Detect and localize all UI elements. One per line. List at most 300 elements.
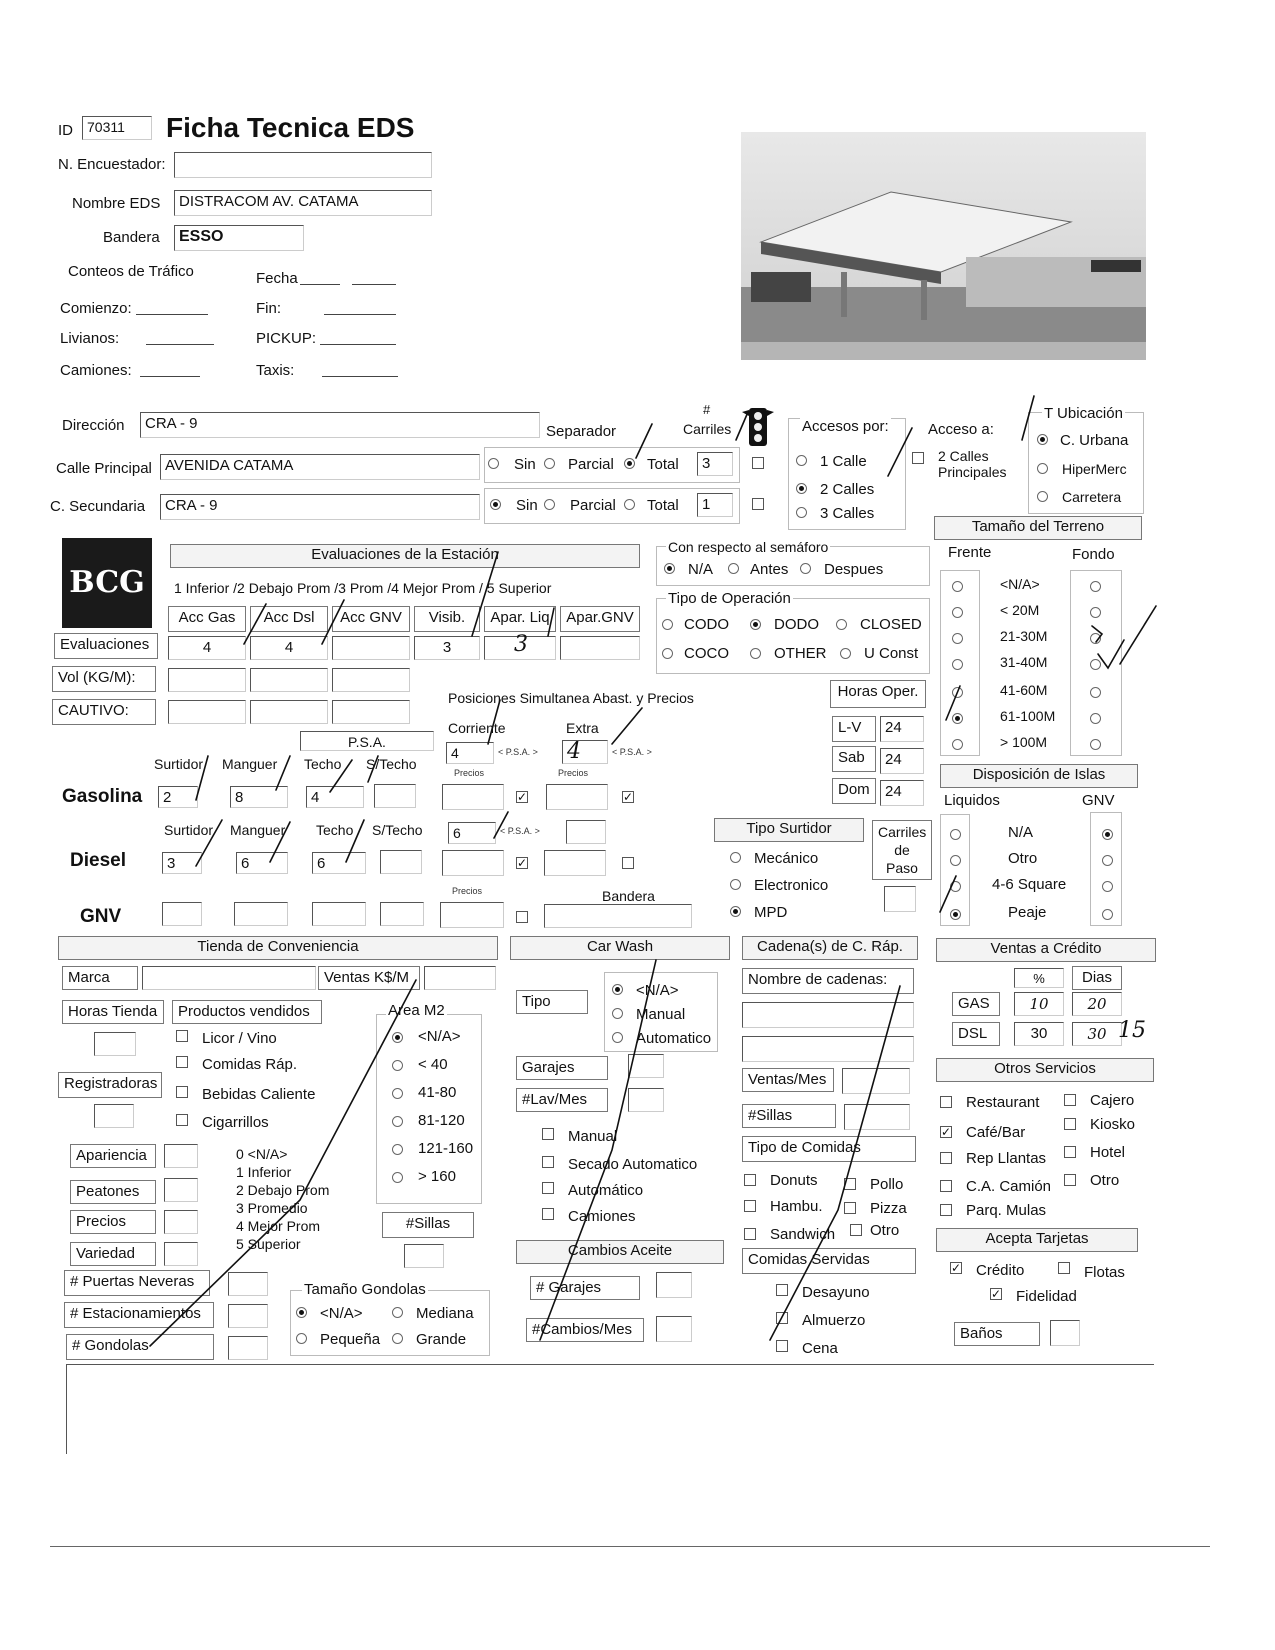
gnv-checkbox[interactable] xyxy=(516,911,528,923)
islas-gnv-radio-3[interactable] xyxy=(1102,909,1113,920)
col-apar-liq: Apar. Liq xyxy=(484,606,556,632)
tienda-sillas-label: #Sillas xyxy=(382,1212,474,1238)
vol-2[interactable] xyxy=(250,668,328,692)
cw-camiones-label: Camiones xyxy=(568,1208,636,1225)
gas-stecho-field[interactable] xyxy=(374,784,416,808)
taxis-field[interactable] xyxy=(322,376,398,377)
secundaria-light-checkbox[interactable] xyxy=(752,498,764,510)
operacion-codo-label: CODO xyxy=(684,616,729,633)
row-evaluaciones: Evaluaciones xyxy=(54,633,158,659)
area-radio-0[interactable] xyxy=(392,1032,403,1043)
comida-checkbox-4[interactable] xyxy=(744,1228,756,1240)
area-opt-1: < 40 xyxy=(418,1056,448,1073)
operacion-other-radio[interactable] xyxy=(750,648,761,659)
fondo-radio-4[interactable] xyxy=(1090,687,1101,698)
comida-checkbox-0[interactable] xyxy=(744,1174,756,1186)
psa-small-3: < P.S.A. > xyxy=(500,826,540,836)
bcg-logo: BCG xyxy=(62,538,152,628)
islas-opt-2: 4-6 Square xyxy=(992,876,1067,893)
horas-tienda-field[interactable] xyxy=(94,1032,136,1056)
fin-label: Fin: xyxy=(256,300,282,317)
precios-field[interactable] xyxy=(164,1210,198,1234)
cena-label: Cena xyxy=(802,1340,838,1357)
col-visib: Visib. xyxy=(414,606,480,632)
prod-cigarrillos-label: Cigarrillos xyxy=(202,1114,269,1131)
marca-field[interactable] xyxy=(142,966,316,990)
operacion-uconst-radio[interactable] xyxy=(840,648,851,659)
camiones-label: Camiones: xyxy=(60,362,132,379)
carriles-secundaria-field[interactable]: 1 xyxy=(697,493,733,517)
servicio-right-checkbox-0[interactable] xyxy=(1064,1094,1076,1106)
operacion-coco-radio[interactable] xyxy=(662,648,673,659)
total-label: Total xyxy=(647,456,679,473)
semaforo-na-label: N/A xyxy=(688,561,714,578)
notes-field[interactable] xyxy=(66,1364,1154,1454)
vol-3[interactable] xyxy=(332,668,410,692)
gas-extra-checkbox[interactable]: ✓ xyxy=(623,790,634,804)
terreno-opt-6: > 100M xyxy=(1000,734,1048,750)
tarjeta-credito-label: Crédito xyxy=(976,1262,1025,1279)
peatones-label: Peatones xyxy=(70,1180,156,1204)
separador-secundaria-sin-radio[interactable] xyxy=(490,499,501,510)
surtidor-electronico-radio[interactable] xyxy=(730,879,741,890)
peatones-field[interactable] xyxy=(164,1178,198,1202)
dsl-checkbox-2[interactable] xyxy=(622,857,634,869)
tienda-scale-1: 1 Inferior xyxy=(236,1164,292,1180)
dsl-precio-1[interactable] xyxy=(442,850,504,876)
gas-techo-field[interactable]: 4 xyxy=(306,786,364,808)
servicio-right-checkbox-3[interactable] xyxy=(1064,1174,1076,1186)
precios-small-1: Precios xyxy=(454,768,485,778)
frente-radio-4[interactable] xyxy=(952,687,963,698)
fondo-radio-0[interactable] xyxy=(1090,581,1101,592)
acceso-2calles-label: 2 Calles Principales xyxy=(938,448,1007,480)
cw-camiones-checkbox[interactable] xyxy=(542,1208,554,1220)
dsl-surtidor-field[interactable]: 3 xyxy=(162,852,202,874)
extra-psa-field[interactable]: 4 xyxy=(562,740,608,764)
desayuno-label: Desayuno xyxy=(802,1284,870,1301)
tarjeta-credito-checkbox[interactable]: ✓ xyxy=(951,1261,962,1275)
eval-acc-gnv[interactable] xyxy=(332,636,410,660)
semaforo-despues-radio[interactable] xyxy=(800,563,811,574)
islas-liq-radio-0[interactable] xyxy=(950,829,961,840)
terreno-header: Tamaño del Terreno xyxy=(934,516,1142,540)
surtidor-mpd-label: MPD xyxy=(754,904,788,921)
area-radio-1[interactable] xyxy=(392,1060,403,1071)
eval-acc-gas[interactable]: 4 xyxy=(168,636,246,660)
carriles-paso-field[interactable] xyxy=(884,886,916,912)
cambios-mes-field[interactable] xyxy=(656,1316,692,1342)
dsl-stecho-field[interactable] xyxy=(380,850,422,874)
servicio-left-checkbox-3[interactable] xyxy=(940,1180,952,1192)
fondo-radio-1[interactable] xyxy=(1090,607,1101,618)
accesos-1-radio[interactable] xyxy=(796,455,807,466)
horas-lv-field[interactable]: 24 xyxy=(880,716,924,742)
corriente-psa-field[interactable]: 4 xyxy=(446,742,494,764)
operacion-closed-radio[interactable] xyxy=(836,619,847,630)
operacion-dodo-label: DODO xyxy=(774,616,819,633)
area-radio-3[interactable] xyxy=(392,1116,403,1127)
ubicacion-urbana-radio[interactable] xyxy=(1037,434,1048,445)
tienda-scale-4: 4 Mejor Prom xyxy=(236,1218,321,1234)
fin-field[interactable] xyxy=(324,314,396,315)
corriente-label: Corriente xyxy=(448,720,506,736)
gnv-techo-field[interactable] xyxy=(312,902,366,926)
dsl-manguer-field[interactable]: 6 xyxy=(236,852,288,874)
fondo-radio-6[interactable] xyxy=(1090,739,1101,750)
row-vol: Vol (KG/M): xyxy=(52,666,156,692)
prod-licor-checkbox[interactable] xyxy=(176,1030,188,1042)
semaforo-na-radio[interactable] xyxy=(664,563,675,574)
bandera-label: Bandera xyxy=(103,229,160,246)
surtidor-mecanico-radio[interactable] xyxy=(730,852,741,863)
tienda-sillas-field[interactable] xyxy=(404,1244,444,1268)
servicio-left-checkbox-2[interactable] xyxy=(940,1152,952,1164)
operacion-uconst-label: U Const xyxy=(864,645,919,662)
col-apar-gnv: Apar.GNV xyxy=(560,606,640,632)
comida-label-1: Pollo xyxy=(870,1176,904,1193)
precios-label: Precios xyxy=(70,1210,156,1234)
comienzo-field[interactable] xyxy=(136,314,208,315)
islas-liq-radio-2[interactable] xyxy=(950,881,961,892)
cw-automatico-checkbox[interactable] xyxy=(542,1182,554,1194)
puertas-label: # Puertas Neveras xyxy=(64,1270,210,1296)
dsl-stecho-header: S/Techo xyxy=(372,822,423,838)
registradoras-label: Registradoras xyxy=(58,1072,162,1098)
prod-cigarrillos-checkbox[interactable] xyxy=(176,1114,188,1126)
credito-gas-pct[interactable]: 10 xyxy=(1014,992,1064,1016)
cw-manual-checkbox[interactable] xyxy=(542,1128,554,1140)
bandera-field[interactable]: ESSO xyxy=(174,225,304,251)
precios-small-3: Precios xyxy=(452,886,483,896)
carwash-automatico-label: Automatico xyxy=(636,1030,712,1047)
gondola-na-label: <N/A> xyxy=(320,1305,363,1322)
eval-visib[interactable]: 3 xyxy=(414,636,480,660)
dsl-manguer-header: Manguer xyxy=(230,822,286,838)
banos-label: Baños xyxy=(954,1322,1040,1346)
area-title: Area M2 xyxy=(388,1002,445,1019)
gasolina-label: Gasolina xyxy=(62,786,143,807)
id-label: ID xyxy=(58,122,73,139)
islas-liquidos: Liquidos xyxy=(944,792,1000,809)
comida-checkbox-1[interactable] xyxy=(844,1178,856,1190)
gondolas-label: # Gondolas xyxy=(66,1334,214,1360)
almuerzo-checkbox[interactable] xyxy=(776,1312,788,1324)
dsl-techo-field[interactable]: 6 xyxy=(312,852,366,874)
eval-apar-liq-handwritten: 3 xyxy=(514,632,528,657)
livianos-field[interactable] xyxy=(146,344,214,345)
servicio-right-checkbox-1[interactable] xyxy=(1064,1118,1076,1130)
semaforo-title: Con respecto al semáforo xyxy=(668,539,829,555)
evaluaciones-header: Evaluaciones de la Estación xyxy=(170,544,640,568)
semaforo-antes-radio[interactable] xyxy=(728,563,739,574)
comida-label-3: Pizza xyxy=(870,1200,907,1217)
servicio-right-label-0: Cajero xyxy=(1090,1092,1135,1109)
gnv-precio[interactable] xyxy=(440,902,504,928)
separador-principal-sin-radio[interactable] xyxy=(488,458,499,469)
carwash-tipo-label: Tipo xyxy=(516,990,588,1014)
principal-light-checkbox[interactable] xyxy=(752,457,764,469)
cw-automatico-label: Automático xyxy=(568,1182,644,1199)
cena-checkbox[interactable] xyxy=(776,1340,788,1352)
vol-1[interactable] xyxy=(168,668,246,692)
livianos-label: Livianos: xyxy=(60,330,120,347)
cautivo-1[interactable] xyxy=(168,700,246,724)
fondo-radio-3[interactable] xyxy=(1090,659,1101,670)
garajes-field[interactable] xyxy=(628,1054,664,1078)
frente-radio-0[interactable] xyxy=(952,581,963,592)
encuestador-field[interactable] xyxy=(174,152,432,178)
acceso-2calles-checkbox[interactable] xyxy=(912,452,924,464)
prod-licor-label: Licor / Vino xyxy=(202,1030,277,1047)
prod-bebidas-checkbox[interactable] xyxy=(176,1086,188,1098)
operacion-coco-label: COCO xyxy=(684,645,729,662)
gas-precio-corriente[interactable] xyxy=(442,784,504,810)
cadenas-ventas-label: Ventas/Mes xyxy=(742,1068,834,1092)
area-opt-2: 41-80 xyxy=(418,1084,457,1101)
area-radio-4[interactable] xyxy=(392,1144,403,1155)
sin-label-2: Sin xyxy=(516,497,538,514)
ubicacion-carretera-radio[interactable] xyxy=(1037,491,1048,502)
calle-principal-field[interactable]: AVENIDA CATAMA xyxy=(160,454,480,480)
separador-secundaria-parcial-radio[interactable] xyxy=(544,499,555,510)
registradoras-field[interactable] xyxy=(94,1104,134,1128)
credito-pct-label: % xyxy=(1014,968,1064,988)
apariencia-field[interactable] xyxy=(164,1144,198,1168)
surtidor-mpd-radio[interactable] xyxy=(730,906,741,917)
credito-gas-label: GAS xyxy=(952,992,1000,1016)
conteos-label: Conteos de Tráfico xyxy=(68,263,194,280)
puertas-field[interactable] xyxy=(228,1272,268,1296)
encuestador-label: N. Encuestador: xyxy=(58,156,166,173)
operacion-codo-radio[interactable] xyxy=(662,619,673,630)
traffic-light-icon xyxy=(742,406,774,448)
servicio-right-checkbox-2[interactable] xyxy=(1064,1146,1076,1158)
total-label-2: Total xyxy=(647,497,679,514)
islas-liq-radio-3[interactable] xyxy=(950,909,961,920)
fecha-label: Fecha xyxy=(256,270,298,287)
islas-opt-3: Peaje xyxy=(1008,904,1047,921)
gnv-manguer-field[interactable] xyxy=(234,902,288,926)
carriles-paso-label: Carriles de Paso xyxy=(872,820,932,880)
posiciones-title: Posiciones Simultanea Abast. y Precios xyxy=(448,690,694,706)
evaluaciones-scale: 1 Inferior /2 Debajo Prom /3 Prom /4 Mejor Prom / 5 Superior xyxy=(174,580,552,596)
carwash-header: Car Wash xyxy=(510,936,730,960)
tarjeta-flotas-checkbox[interactable] xyxy=(1058,1262,1070,1274)
psa-small-2: < P.S.A. > xyxy=(612,747,652,757)
carriles-principal-field[interactable]: 3 xyxy=(697,452,733,476)
eval-acc-dsl[interactable]: 4 xyxy=(250,636,328,660)
precios-small-2: Precios xyxy=(558,768,589,778)
separador-principal-total-radio[interactable] xyxy=(624,458,635,469)
horas-lv-label: L-V xyxy=(832,716,876,742)
pickup-field[interactable] xyxy=(320,344,396,345)
ventas-field[interactable] xyxy=(424,966,496,990)
islas-opt-0: N/A xyxy=(1008,824,1034,841)
accesos-3-label: 3 Calles xyxy=(820,505,875,522)
tarjeta-flotas-label: Flotas xyxy=(1084,1264,1125,1281)
carwash-manual-label: Manual xyxy=(636,1006,686,1023)
servicio-left-checkbox-0[interactable] xyxy=(940,1096,952,1108)
calle-secundaria-field[interactable]: CRA - 9 xyxy=(160,494,480,520)
carwash-na-label: <N/A> xyxy=(636,982,679,999)
terreno-opt-3: 31-40M xyxy=(1000,654,1048,670)
lav-mes-field[interactable] xyxy=(628,1088,664,1112)
calle-principal-label: Calle Principal xyxy=(56,460,152,477)
frente-radio-3[interactable] xyxy=(952,659,963,670)
gondola-na-radio[interactable] xyxy=(296,1307,307,1318)
terreno-opt-4: 41-60M xyxy=(1000,682,1048,698)
dsl-precio-2[interactable] xyxy=(544,850,606,876)
gnv-stecho-field[interactable] xyxy=(380,902,424,926)
eval-apar-gnv[interactable] xyxy=(560,636,640,660)
cadenas-sillas-field[interactable] xyxy=(844,1104,910,1130)
gas-corriente-checkbox[interactable]: ✓ xyxy=(517,790,528,804)
islas-gnv-radio-1[interactable] xyxy=(1102,855,1113,866)
psa-label: P.S.A. xyxy=(300,731,434,751)
variedad-field[interactable] xyxy=(164,1242,198,1266)
cautivo-2[interactable] xyxy=(250,700,328,724)
dsl-surtidor-header: Surtidor xyxy=(164,822,214,838)
separador-principal-parcial-radio[interactable] xyxy=(544,458,555,469)
credito-header: Ventas a Crédito xyxy=(936,938,1156,962)
islas-liq-radio-1[interactable] xyxy=(950,855,961,866)
gondola-grande-label: Grande xyxy=(416,1331,467,1348)
gnv-bandera-field[interactable] xyxy=(544,904,692,928)
apariencia-label: Apariencia xyxy=(70,1144,156,1168)
area-radio-2[interactable] xyxy=(392,1088,403,1099)
nombre-cadenas-field-1[interactable] xyxy=(742,1002,914,1028)
id-field[interactable]: 70311 xyxy=(82,116,152,140)
cadenas-sillas-label: #Sillas xyxy=(742,1104,836,1128)
cautivo-3[interactable] xyxy=(332,700,410,724)
islas-header: Disposición de Islas xyxy=(940,764,1138,788)
page-title: Ficha Tecnica EDS xyxy=(166,112,415,143)
aceite-garajes-label: # Garajes xyxy=(530,1276,640,1300)
nombre-eds-field[interactable]: DISTRACOM AV. CATAMA xyxy=(174,190,432,216)
gondola-grande-radio[interactable] xyxy=(392,1333,403,1344)
frente-radio-2[interactable] xyxy=(952,633,963,644)
horas-dom-field[interactable]: 24 xyxy=(880,780,924,806)
gas-stecho-header: S/Techo xyxy=(366,756,417,772)
ubicacion-hipermerc-radio[interactable] xyxy=(1037,463,1048,474)
cw-secado-label: Secado Automatico xyxy=(568,1156,698,1173)
desayuno-checkbox[interactable] xyxy=(776,1284,788,1296)
area-opt-4: 121-160 xyxy=(418,1140,474,1157)
islas-gnv-radio-0[interactable] xyxy=(1102,829,1113,840)
frente-radio-5[interactable] xyxy=(952,713,963,724)
acceso-a-title: Acceso a: xyxy=(928,421,994,438)
cadenas-ventas-field[interactable] xyxy=(842,1068,910,1094)
gnv-surtidor-field[interactable] xyxy=(162,902,202,926)
servicio-right-label-1: Kiosko xyxy=(1090,1116,1136,1133)
carwash-na-radio[interactable] xyxy=(612,984,623,995)
surtidor-mecanico-label: Mecánico xyxy=(754,850,819,867)
carwash-automatico-radio[interactable] xyxy=(612,1032,623,1043)
parcial-label-2: Parcial xyxy=(570,497,616,514)
separador-secundaria-total-radio[interactable] xyxy=(624,499,635,510)
servicio-left-checkbox-1[interactable]: ✓ xyxy=(941,1125,952,1139)
dsl-techo-header: Techo xyxy=(316,822,354,838)
frente-radio-6[interactable] xyxy=(952,739,963,750)
gondolas-field[interactable] xyxy=(228,1336,268,1360)
sin-label: Sin xyxy=(514,456,536,473)
gas-manguer-header: Manguer xyxy=(222,756,278,772)
gas-precio-extra[interactable] xyxy=(546,784,608,810)
ubicacion-urbana-label: C. Urbana xyxy=(1060,432,1129,449)
fondo-radio-5[interactable] xyxy=(1090,713,1101,724)
carwash-manual-radio[interactable] xyxy=(612,1008,623,1019)
calle-secundaria-label: C. Secundaria xyxy=(50,498,146,515)
fecha-month[interactable] xyxy=(352,284,396,285)
cambios-mes-label: #Cambios/Mes xyxy=(526,1318,644,1342)
camiones-field[interactable] xyxy=(140,376,200,377)
area-opt-3: 81-120 xyxy=(418,1112,465,1129)
accesos-2-radio[interactable] xyxy=(796,483,807,494)
gas-surtidor-field[interactable]: 2 xyxy=(158,786,198,808)
comida-checkbox-2[interactable] xyxy=(744,1200,756,1212)
gondola-mediana-radio[interactable] xyxy=(392,1307,403,1318)
marca-label: Marca xyxy=(62,966,138,990)
horas-sab-field[interactable]: 24 xyxy=(880,748,924,774)
frente-radio-1[interactable] xyxy=(952,607,963,618)
credito-dsl-dias[interactable]: 30 xyxy=(1072,1022,1122,1046)
gas-manguer-field[interactable]: 8 xyxy=(230,786,288,808)
horas-tienda-label: Horas Tienda xyxy=(62,1000,164,1024)
estacionamientos-field[interactable] xyxy=(228,1304,268,1328)
islas-gnv: GNV xyxy=(1082,792,1115,809)
prod-bebidas-label: Bebidas Caliente xyxy=(202,1086,316,1103)
servicio-left-checkbox-4[interactable] xyxy=(940,1204,952,1216)
accesos-3-radio[interactable] xyxy=(796,507,807,518)
dsl-checkbox-1[interactable]: ✓ xyxy=(517,856,528,870)
cadenas-header: Cadena(s) de C. Ráp. xyxy=(742,936,918,960)
banos-field[interactable] xyxy=(1050,1320,1080,1346)
direccion-field[interactable]: CRA - 9 xyxy=(140,412,540,438)
prod-comidas-checkbox[interactable] xyxy=(176,1056,188,1068)
servicio-right-label-3: Otro xyxy=(1090,1172,1120,1189)
tipo-surtidor-header: Tipo Surtidor xyxy=(714,818,864,842)
cw-secado-checkbox[interactable] xyxy=(542,1156,554,1168)
gondola-pequena-radio[interactable] xyxy=(296,1333,307,1344)
credito-dias-label: Dias xyxy=(1072,966,1122,990)
productos-label: Productos vendidos xyxy=(172,1000,322,1024)
islas-gnv-radio-2[interactable] xyxy=(1102,881,1113,892)
gondolas-size-title: Tamaño Gondolas xyxy=(304,1281,426,1298)
fondo-radio-2[interactable] xyxy=(1090,633,1101,644)
aceite-garajes-field[interactable] xyxy=(656,1272,692,1298)
credito-gas-dias[interactable]: 20 xyxy=(1072,992,1122,1016)
diesel-psa-extra[interactable] xyxy=(566,820,606,844)
operacion-dodo-radio[interactable] xyxy=(750,619,761,630)
gondola-pequena-label: Pequeña xyxy=(320,1331,381,1348)
fecha-day[interactable] xyxy=(300,284,340,285)
surtidor-electronico-label: Electronico xyxy=(754,877,829,894)
diesel-psa-field[interactable]: 6 xyxy=(448,822,496,844)
tarjeta-fidelidad-checkbox[interactable]: ✓ xyxy=(991,1287,1002,1301)
horas-dom-label: Dom xyxy=(832,778,876,804)
area-radio-5[interactable] xyxy=(392,1172,403,1183)
ubicacion-title: T Ubicación xyxy=(1044,405,1123,422)
comida-checkbox-5[interactable] xyxy=(850,1224,862,1236)
comida-checkbox-3[interactable] xyxy=(844,1202,856,1214)
gas-surtidor-header: Surtidor xyxy=(154,756,204,772)
area-opt-0: <N/A> xyxy=(418,1028,461,1045)
credito-dsl-pct[interactable]: 30 xyxy=(1014,1022,1064,1046)
nombre-cadenas-field-2[interactable] xyxy=(742,1036,914,1062)
tienda-scale-0: 0 <N/A> xyxy=(236,1146,288,1162)
gnv-label: GNV xyxy=(80,906,122,927)
